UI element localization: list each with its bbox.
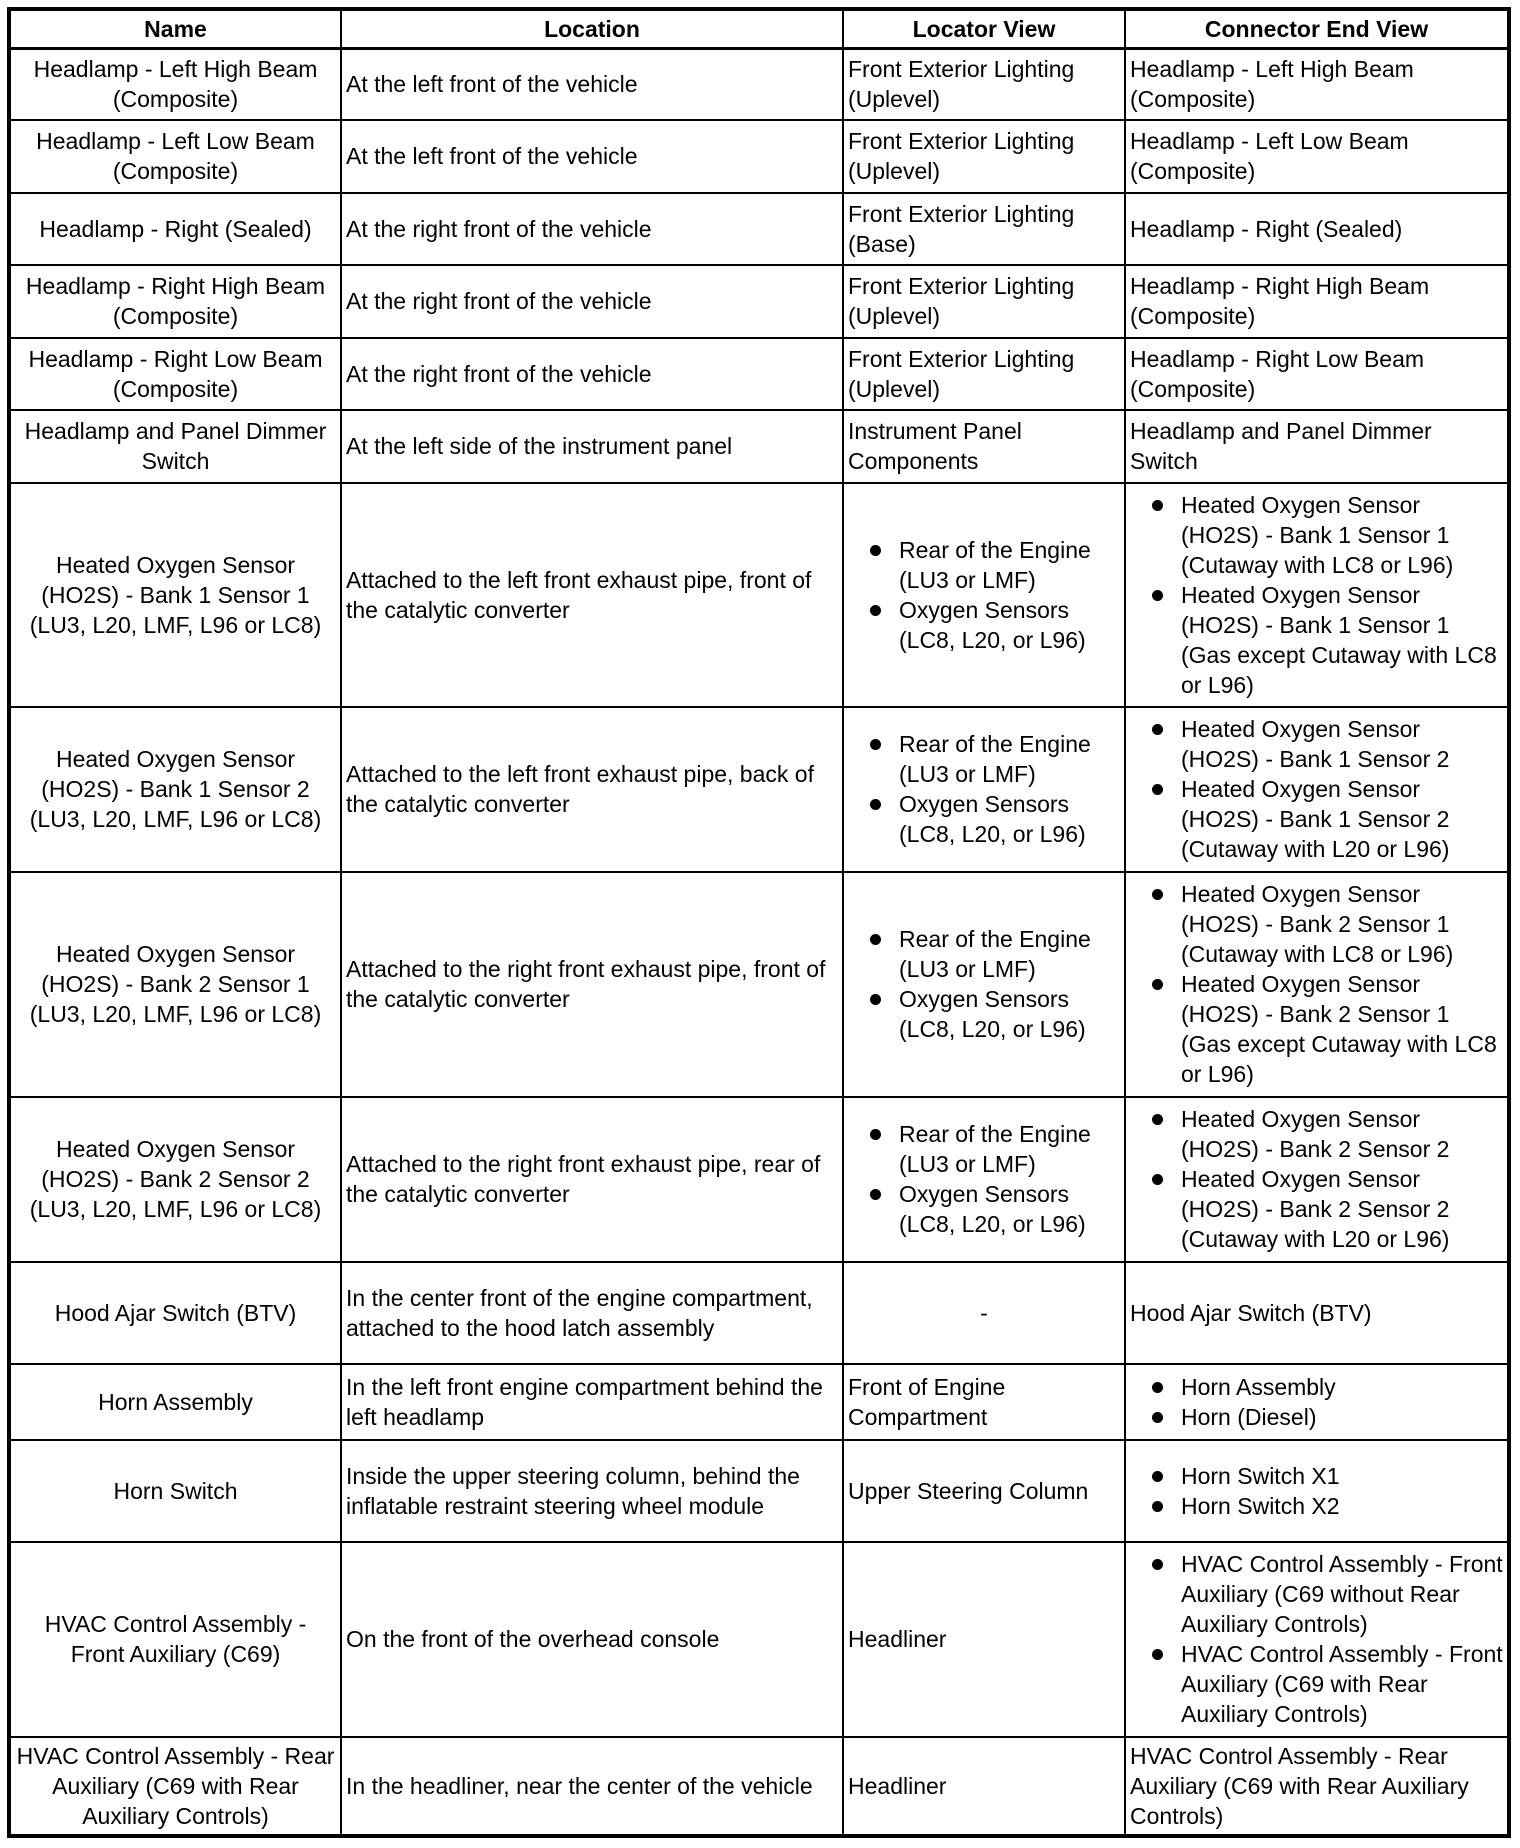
cell-connector-end-view: Headlamp - Left Low Beam (Composite) (1125, 120, 1509, 193)
cell-locator-view: Front Exterior Lighting (Uplevel) (843, 49, 1125, 120)
bullet-item: Heated Oxygen Sensor (HO2S) - Bank 1 Sensor 2 (Cutaway with L20 or L96) (1150, 774, 1503, 864)
cell-name: Hood Ajar Switch (BTV) (9, 1262, 341, 1364)
cell-locator-view: Headliner (843, 1542, 1125, 1737)
cell-location: On the front of the overhead console (341, 1542, 843, 1737)
bullet-item: Heated Oxygen Sensor (HO2S) - Bank 2 Sensor 2 (Cutaway with L20 or L96) (1150, 1164, 1503, 1254)
bullet-item: Rear of the Engine (LU3 or LMF) (868, 924, 1120, 984)
cell-name: Headlamp - Left High Beam (Composite) (9, 49, 341, 120)
cell-location: Attached to the right front exhaust pipe, rear of the catalytic converter (341, 1097, 843, 1262)
cell-location: At the left front of the vehicle (341, 120, 843, 193)
table-row (9, 1542, 1509, 1737)
bullet-list (848, 729, 1120, 849)
cell-connector-end-view (1125, 483, 1509, 707)
table-row (9, 1737, 1509, 1836)
cell-name: Heated Oxygen Sensor (HO2S) - Bank 1 Sensor 2 (LU3, L20, LMF, L96 or LC8) (9, 707, 341, 872)
header-location: Location (341, 9, 843, 49)
table-row (9, 338, 1509, 410)
cell-name: Headlamp - Right High Beam (Composite) (9, 265, 341, 338)
bullet-list (1130, 714, 1503, 864)
cell-locator-view (843, 1097, 1125, 1262)
cell-locator-view: Front Exterior Lighting (Uplevel) (843, 265, 1125, 338)
bullet-list (1130, 1104, 1503, 1254)
cell-location: At the right front of the vehicle (341, 265, 843, 338)
bullet-item: Horn Switch X2 (1150, 1491, 1503, 1521)
cell-location: In the left front engine compartment behind the left headlamp (341, 1364, 843, 1440)
bullet-item: Oxygen Sensors (LC8, L20, or L96) (868, 595, 1120, 655)
cell-location: At the right front of the vehicle (341, 338, 843, 410)
cell-connector-end-view: Headlamp - Left High Beam (Composite) (1125, 49, 1509, 120)
cell-connector-end-view: Headlamp and Panel Dimmer Switch (1125, 410, 1509, 483)
bullet-item: Heated Oxygen Sensor (HO2S) - Bank 1 Sensor 1 (Gas except Cutaway with LC8 or L96) (1150, 580, 1503, 700)
cell-name: HVAC Control Assembly - Rear Auxiliary (C69 with Rear Auxiliary Controls) (9, 1737, 341, 1836)
bullet-item: Heated Oxygen Sensor (HO2S) - Bank 1 Sensor 2 (1150, 714, 1503, 774)
bullet-item: Horn (Diesel) (1150, 1402, 1503, 1432)
table-row (9, 120, 1509, 193)
cell-name: Heated Oxygen Sensor (HO2S) - Bank 2 Sensor 1 (LU3, L20, LMF, L96 or LC8) (9, 872, 341, 1097)
table-row (9, 265, 1509, 338)
bullet-item: Rear of the Engine (LU3 or LMF) (868, 535, 1120, 595)
table-row (9, 707, 1509, 872)
bullet-list (1130, 1372, 1503, 1432)
cell-connector-end-view: Headlamp - Right Low Beam (Composite) (1125, 338, 1509, 410)
cell-location: At the left side of the instrument panel (341, 410, 843, 483)
cell-locator-view: Front of Engine Compartment (843, 1364, 1125, 1440)
cell-name: Heated Oxygen Sensor (HO2S) - Bank 2 Sensor 2 (LU3, L20, LMF, L96 or LC8) (9, 1097, 341, 1262)
table-row (9, 1440, 1509, 1542)
header-connector-end-view: Connector End View (1125, 9, 1509, 49)
cell-location: At the right front of the vehicle (341, 193, 843, 265)
bullet-list (1130, 1549, 1503, 1729)
cell-name: Headlamp - Left Low Beam (Composite) (9, 120, 341, 193)
cell-connector-end-view: Headlamp - Right High Beam (Composite) (1125, 265, 1509, 338)
table-row (9, 193, 1509, 265)
cell-location: Attached to the left front exhaust pipe, front of the catalytic converter (341, 483, 843, 707)
cell-locator-view: Upper Steering Column (843, 1440, 1125, 1542)
bullet-list (848, 924, 1120, 1044)
cell-locator-view: Front Exterior Lighting (Uplevel) (843, 120, 1125, 193)
bullet-item: Horn Assembly (1150, 1372, 1503, 1402)
cell-location: In the headliner, near the center of the vehicle (341, 1737, 843, 1836)
bullet-list (1130, 490, 1503, 700)
cell-locator-view (843, 483, 1125, 707)
bullet-item: Heated Oxygen Sensor (HO2S) - Bank 1 Sensor 1 (Cutaway with LC8 or L96) (1150, 490, 1503, 580)
cell-name: Horn Assembly (9, 1364, 341, 1440)
bullet-item: Heated Oxygen Sensor (HO2S) - Bank 2 Sensor 1 (Cutaway with LC8 or L96) (1150, 879, 1503, 969)
bullet-item: Oxygen Sensors (LC8, L20, or L96) (868, 1179, 1120, 1239)
table-row (9, 1262, 1509, 1364)
bullet-item: Oxygen Sensors (LC8, L20, or L96) (868, 789, 1120, 849)
table-row (9, 49, 1509, 120)
bullet-list (848, 535, 1120, 655)
table-row (9, 1097, 1509, 1262)
bullet-item: Horn Switch X1 (1150, 1461, 1503, 1491)
cell-connector-end-view (1125, 707, 1509, 872)
table-row (9, 483, 1509, 707)
cell-connector-end-view: Headlamp - Right (Sealed) (1125, 193, 1509, 265)
cell-locator-view: Headliner (843, 1737, 1125, 1836)
header-name: Name (9, 9, 341, 49)
cell-location: At the left front of the vehicle (341, 49, 843, 120)
table-row (9, 410, 1509, 483)
cell-connector-end-view (1125, 1364, 1509, 1440)
cell-name: Horn Switch (9, 1440, 341, 1542)
cell-locator-view (843, 707, 1125, 872)
bullet-item: HVAC Control Assembly - Front Auxiliary (C69 without Rear Auxiliary Controls) (1150, 1549, 1503, 1639)
cell-location: Attached to the left front exhaust pipe, back of the catalytic converter (341, 707, 843, 872)
cell-locator-view (843, 872, 1125, 1097)
cell-name: Headlamp - Right Low Beam (Composite) (9, 338, 341, 410)
table-row (9, 872, 1509, 1097)
cell-connector-end-view (1125, 1542, 1509, 1737)
bullet-item: Heated Oxygen Sensor (HO2S) - Bank 2 Sensor 2 (1150, 1104, 1503, 1164)
bullet-item: Rear of the Engine (LU3 or LMF) (868, 729, 1120, 789)
cell-location: Attached to the right front exhaust pipe, front of the catalytic converter (341, 872, 843, 1097)
cell-name: Headlamp and Panel Dimmer Switch (9, 410, 341, 483)
header-row (9, 9, 1509, 49)
component-locator-table (7, 7, 1511, 1838)
bullet-list (848, 1119, 1120, 1239)
cell-locator-view: Front Exterior Lighting (Uplevel) (843, 338, 1125, 410)
cell-locator-view: Instrument Panel Components (843, 410, 1125, 483)
cell-connector-end-view (1125, 872, 1509, 1097)
bullet-item: Rear of the Engine (LU3 or LMF) (868, 1119, 1120, 1179)
bullet-item: Heated Oxygen Sensor (HO2S) - Bank 2 Sensor 1 (Gas except Cutaway with LC8 or L96) (1150, 969, 1503, 1089)
cell-connector-end-view: Hood Ajar Switch (BTV) (1125, 1262, 1509, 1364)
bullet-item: HVAC Control Assembly - Front Auxiliary (C69 with Rear Auxiliary Controls) (1150, 1639, 1503, 1729)
bullet-list (1130, 1461, 1503, 1521)
cell-connector-end-view: HVAC Control Assembly - Rear Auxiliary (C69 with Rear Auxiliary Controls) (1125, 1737, 1509, 1836)
cell-connector-end-view (1125, 1440, 1509, 1542)
cell-name: Heated Oxygen Sensor (HO2S) - Bank 1 Sensor 1 (LU3, L20, LMF, L96 or LC8) (9, 483, 341, 707)
bullet-list (1130, 879, 1503, 1089)
header-locator-view: Locator View (843, 9, 1125, 49)
table-row (9, 1364, 1509, 1440)
cell-locator-view: - (843, 1262, 1125, 1364)
cell-connector-end-view (1125, 1097, 1509, 1262)
cell-name: Headlamp - Right (Sealed) (9, 193, 341, 265)
cell-name: HVAC Control Assembly - Front Auxiliary (C69) (9, 1542, 341, 1737)
cell-location: In the center front of the engine compartment, attached to the hood latch assembly (341, 1262, 843, 1364)
cell-locator-view: Front Exterior Lighting (Base) (843, 193, 1125, 265)
cell-location: Inside the upper steering column, behind the inflatable restraint steering wheel module (341, 1440, 843, 1542)
bullet-item: Oxygen Sensors (LC8, L20, or L96) (868, 984, 1120, 1044)
